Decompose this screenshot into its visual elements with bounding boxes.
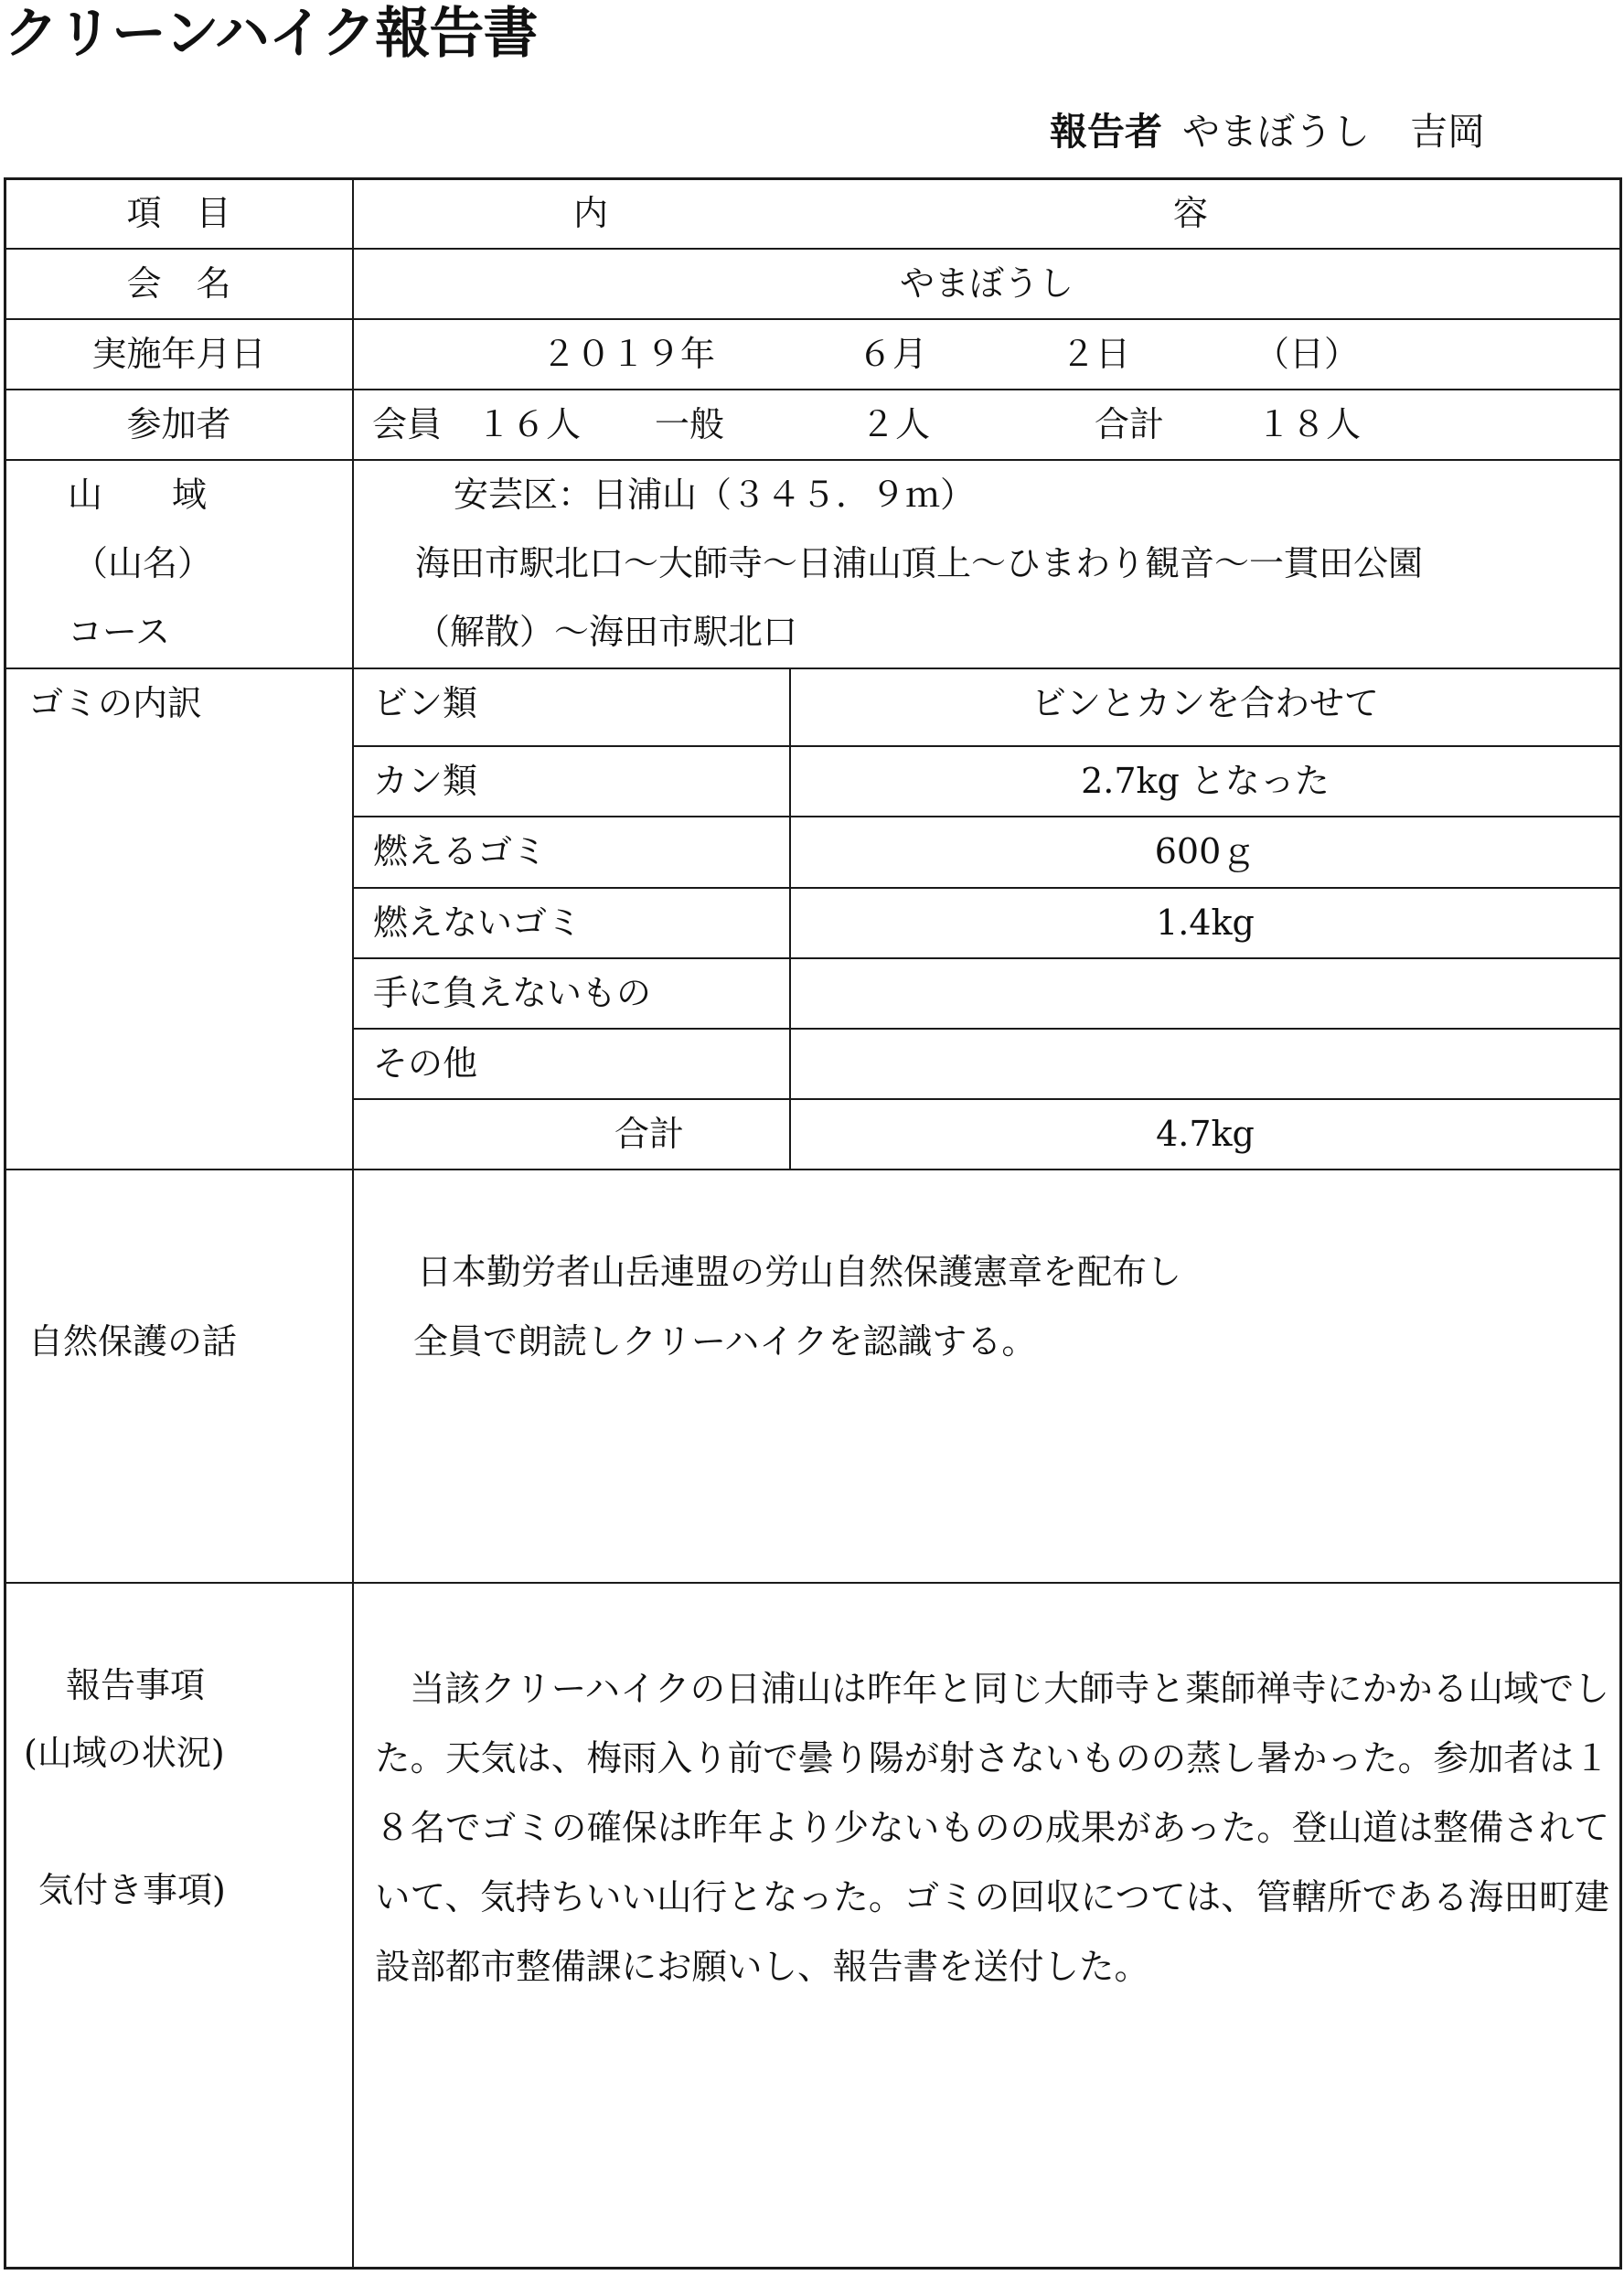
row-divider-5 — [4, 668, 1622, 669]
area-label-2: （山名） — [73, 543, 213, 583]
garbage-divider-4 — [352, 957, 1622, 959]
garbage-divider-5 — [352, 1028, 1622, 1030]
table-border-left — [4, 177, 6, 2270]
area-mountain: 安芸区：日浦山（３４５．９ｍ） — [454, 475, 976, 515]
garbage-kind-bottles: ビン類 — [373, 683, 478, 723]
garbage-kind-burnable: 燃えるゴミ — [373, 831, 548, 871]
row-divider-2 — [4, 318, 1622, 320]
garbage-total-amount: 4.7kg — [1156, 1114, 1255, 1154]
participants-total-count: １８人 — [1256, 404, 1362, 444]
garbage-divider-1 — [352, 745, 1622, 747]
date-weekday: （日） — [1255, 334, 1360, 374]
nature-line-1: 日本勤労者山岳連盟の労山自然保護憲章を配布し — [417, 1252, 1182, 1292]
reporter-name: 吉岡 — [1410, 110, 1485, 154]
garbage-kind-other: その他 — [373, 1043, 478, 1084]
table-column-divider — [352, 177, 354, 2270]
table-border-top — [4, 177, 1622, 180]
garbage-divider-3 — [352, 887, 1622, 889]
garbage-amount-nonburnable: 1.4kg — [1156, 903, 1255, 943]
date-month: ６月 — [858, 334, 928, 374]
reporter-label: 報告者 — [1050, 110, 1162, 154]
table-border-right — [1619, 177, 1622, 2270]
area-label-3: コース — [68, 612, 171, 652]
garbage-kind-cans: カン類 — [373, 761, 478, 801]
report-label-2: (山域の状況) — [24, 1733, 225, 1773]
area-label-1: 山 域 — [68, 475, 208, 515]
garbage-amount-bottles: ビンとカンを合わせて — [1031, 683, 1379, 723]
participants-total-label: 合計 — [1095, 404, 1165, 444]
club-value: やまぼうし — [899, 263, 1074, 304]
date-label: 実施年月日 — [91, 334, 266, 374]
garbage-kind-nonburnable: 燃えないゴミ — [373, 903, 582, 943]
nature-line-2: 全員で朗読しクリーハイクを認識する。 — [413, 1321, 1037, 1362]
row-divider-4 — [4, 459, 1622, 461]
reporter-line — [1050, 104, 1485, 159]
report-body: 当該クリーハイクの日浦山は昨年と同じ大師寺と薬師禅寺にかかる山域でした。天気は、梅雨入り前で曇り陽が射さないものの蒸し暑かった。参加者は１８名でゴミの確保は昨年より少ないものの成果があった。登山道は整備されていて、気持ちいい山行となった。ゴミの回収につては、管轄所である海田町建設部都市整備課にお願いし、報告書を送付した。 — [375, 1669, 1609, 1988]
garbage-divider-2 — [352, 816, 1622, 817]
garbage-total-label: 合計 — [614, 1114, 685, 1154]
report-label-1: 報告事項 — [66, 1665, 206, 1705]
area-course-line-1: 海田市駅北口～大師寺～日浦山頂上～ひまわり観音～一貫田公園 — [415, 543, 1424, 583]
garbage-amount-burnable: 600ｇ — [1154, 831, 1256, 871]
area-course-line-2: （解散）～海田市駅北口 — [415, 612, 798, 652]
nature-label: 自然保護の話 — [28, 1321, 238, 1362]
table-border-bottom — [4, 2267, 1622, 2270]
participants-label: 参加者 — [126, 404, 231, 444]
date-day: ２日 — [1061, 334, 1131, 374]
report-label-3: 気付き事項) — [38, 1870, 226, 1910]
reporter-club: やまぼうし — [1182, 110, 1370, 154]
date-year: ２０１９年 — [541, 334, 716, 374]
participants-general-count: ２人 — [860, 404, 931, 444]
participants-members: 会員 １６人 — [372, 404, 582, 444]
header-item: 項 目 — [126, 193, 231, 233]
document-title: クリーンハイク報告書 — [4, 2, 538, 66]
row-divider-7 — [4, 1582, 1622, 1584]
header-content-left: 内 — [573, 193, 609, 233]
row-divider-6 — [4, 1169, 1622, 1170]
garbage-divider-6 — [352, 1098, 1622, 1100]
row-divider-3 — [4, 389, 1622, 390]
header-content-right: 容 — [1173, 193, 1209, 233]
garbage-label: ゴミの内訳 — [28, 683, 203, 723]
participants-general-label: 一般 — [655, 404, 725, 444]
row-divider-1 — [4, 248, 1622, 250]
garbage-kind-unmanageable: 手に負えないもの — [373, 973, 652, 1013]
garbage-amount-cans: 2.7kg となった — [1081, 761, 1330, 801]
club-label: 会 名 — [126, 263, 231, 304]
